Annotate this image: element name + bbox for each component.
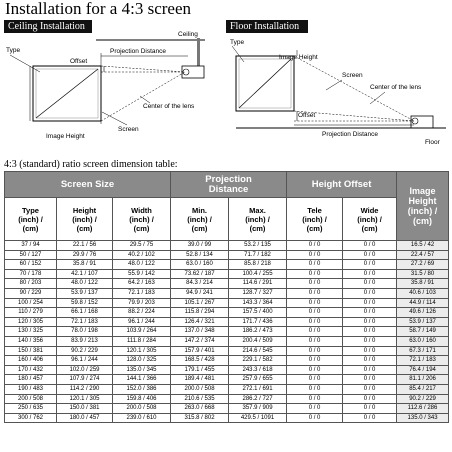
table-row: [5, 327, 449, 337]
table-row: [5, 260, 449, 270]
table-cell: 0 / 0: [343, 269, 397, 279]
table-row: [5, 241, 449, 251]
table-cell: 0 / 0: [287, 250, 343, 260]
column-header-line: Min.: [192, 205, 208, 215]
table-cell: 70 / 178: [5, 269, 57, 279]
floor-projection-distance-text: Projection Distance: [322, 131, 378, 138]
column-header-width: [113, 198, 171, 241]
table-cell: 0 / 0: [343, 279, 397, 289]
table-cell: 0 / 0: [343, 413, 397, 423]
table-row: [5, 384, 449, 394]
table-cell: 53.9 / 137: [397, 317, 449, 327]
table-cell: 0 / 0: [343, 384, 397, 394]
ceiling-image-height-text: Image Height: [46, 133, 85, 140]
table-cell: 157.5 / 400: [229, 308, 287, 318]
table-cell: 107.9 / 274: [57, 375, 113, 385]
column-header-line: (inch) /: [129, 214, 154, 224]
column-header-tele: [287, 198, 343, 241]
table-cell: 35.8 / 91: [397, 279, 449, 289]
page-title: Installation for a 4:3 screen: [5, 0, 191, 18]
table-cell: 144.1 / 366: [113, 375, 171, 385]
table-cell: 0 / 0: [287, 327, 343, 337]
table-cell: 180.0 / 457: [57, 413, 113, 423]
table-cell: 76.4 / 194: [397, 365, 449, 375]
column-header-min: [171, 198, 229, 241]
floor-floor-text: Floor: [425, 139, 440, 146]
table-cell: 0 / 0: [343, 250, 397, 260]
table-cell: 120 / 305: [5, 317, 57, 327]
table-cell: 0 / 0: [287, 394, 343, 404]
table-cell: 66.1 / 168: [57, 308, 113, 318]
table-cell: 0 / 0: [287, 346, 343, 356]
table-cell: 0 / 0: [287, 241, 343, 251]
table-cell: 0 / 0: [287, 336, 343, 346]
ceiling-diagram: [6, 31, 205, 140]
column-header-line: Max.: [249, 205, 266, 215]
table-cell: 63.0 / 160: [397, 336, 449, 346]
floor-image-height-text: Image Height: [279, 54, 318, 61]
table-cell: 300 / 762: [5, 413, 57, 423]
projection-distance-header-line2: Distance: [208, 183, 249, 195]
ceiling-installation-label: Ceiling Installation: [4, 20, 92, 33]
table-cell: 0 / 0: [343, 375, 397, 385]
table-cell: 100.4 / 255: [229, 269, 287, 279]
table-cell: 357.9 / 909: [229, 404, 287, 414]
table-cell: 429.5 / 1091: [229, 413, 287, 423]
table-cell: 59.8 / 152: [57, 298, 113, 308]
table-cell: 286.2 / 727: [229, 394, 287, 404]
table-cell: 179.1 / 455: [171, 365, 229, 375]
table-cell: 0 / 0: [343, 327, 397, 337]
table-cell: 0 / 0: [287, 365, 343, 375]
column-header-line: (cm): [22, 223, 39, 233]
table-cell: 83.9 / 213: [57, 336, 113, 346]
table-cell: 157.9 / 401: [171, 346, 229, 356]
table-cell: 112.6 / 286: [397, 404, 449, 414]
table-row: [5, 404, 449, 414]
column-header-line: Height: [72, 205, 97, 215]
table-cell: 0 / 0: [287, 298, 343, 308]
ceiling-projection-distance-text: Projection Distance: [110, 48, 166, 55]
table-row: [5, 394, 449, 404]
table-row: [5, 279, 449, 289]
ceiling-type-leader: [10, 55, 40, 72]
table-cell: 263.0 / 668: [171, 404, 229, 414]
table-cell: 229.1 / 582: [229, 356, 287, 366]
column-header-wide: [343, 198, 397, 241]
table-row: [5, 356, 449, 366]
table-cell: 189.4 / 481: [171, 375, 229, 385]
column-header-height: [57, 198, 113, 241]
table-cell: 29.5 / 75: [113, 241, 171, 251]
table-cell: 40.2 / 102: [113, 250, 171, 260]
table-cell: 0 / 0: [287, 317, 343, 327]
image-height-header-line4: (cm): [413, 216, 433, 226]
table-cell: 73.62 / 187: [171, 269, 229, 279]
table-cell: 29.9 / 76: [57, 250, 113, 260]
table-cell: 143.3 / 364: [229, 298, 287, 308]
table-cell: 48.0 / 122: [113, 260, 171, 270]
table-cell: 31.5 / 80: [397, 269, 449, 279]
table-cell: 128.0 / 325: [113, 356, 171, 366]
table-cell: 120.1 / 305: [57, 394, 113, 404]
column-header-line: (cm): [361, 223, 378, 233]
table-cell: 170 / 432: [5, 365, 57, 375]
table-cell: 0 / 0: [343, 288, 397, 298]
table-cell: 152.0 / 386: [113, 384, 171, 394]
table-cell: 48.0 / 122: [57, 279, 113, 289]
column-header-line: Type: [22, 205, 39, 215]
table-row: [5, 269, 449, 279]
screen-size-header: Screen Size: [5, 172, 171, 198]
table-cell: 96.1 / 244: [113, 317, 171, 327]
column-header-line: (inch) /: [357, 214, 382, 224]
table-cell: 72.1 / 183: [397, 356, 449, 366]
table-cell: 81.1 / 206: [397, 375, 449, 385]
table-cell: 315.8 / 802: [171, 413, 229, 423]
table-cell: 35.8 / 91: [57, 260, 113, 270]
table-cell: 22.4 / 57: [397, 250, 449, 260]
table-row: [5, 336, 449, 346]
table-cell: 200.4 / 509: [229, 336, 287, 346]
table-cell: 150.0 / 381: [57, 404, 113, 414]
table-cell: 200 / 508: [5, 394, 57, 404]
column-header-line: (inch) /: [245, 214, 270, 224]
table-cell: 159.8 / 406: [113, 394, 171, 404]
table-cell: 135.0 / 345: [113, 365, 171, 375]
table-cell: 272.1 / 691: [229, 384, 287, 394]
ceiling-ceiling-text: Ceiling: [178, 31, 198, 38]
ceiling-projector-lens: [183, 69, 189, 75]
table-cell: 67.3 / 171: [397, 346, 449, 356]
projection-distance-header: [171, 172, 287, 198]
floor-lens-leader: [370, 92, 385, 104]
table-cell: 110 / 279: [5, 308, 57, 318]
table-cell: 0 / 0: [343, 298, 397, 308]
table-row: [5, 298, 449, 308]
column-header-line: (inch) /: [187, 214, 212, 224]
column-header-line: (cm): [249, 223, 266, 233]
table-row: [5, 308, 449, 318]
column-header-type: [5, 198, 57, 241]
table-cell: 49.6 / 126: [397, 308, 449, 318]
table-cell: 39.0 / 99: [171, 241, 229, 251]
ceiling-beam-top: [101, 66, 185, 72]
table-row: [5, 288, 449, 298]
image-height-header-line3: (inch) /: [407, 206, 438, 216]
table-cell: 100 / 254: [5, 298, 57, 308]
table-cell: 53.2 / 135: [229, 241, 287, 251]
table-cell: 0 / 0: [287, 384, 343, 394]
table-cell: 16.5 / 42: [397, 241, 449, 251]
table-cell: 90.2 / 229: [397, 394, 449, 404]
column-header-line: Tele: [307, 205, 322, 215]
table-cell: 103.9 / 264: [113, 327, 171, 337]
table-cell: 96.1 / 244: [57, 356, 113, 366]
floor-type-text: Type: [230, 39, 245, 46]
table-cell: 40.6 / 103: [397, 288, 449, 298]
ceiling-screen-text: Screen: [118, 126, 139, 133]
table-caption: 4:3 (standard) ratio screen dimension table:: [4, 159, 178, 170]
column-header-line: Wide: [360, 205, 379, 215]
table-cell: 126.4 / 321: [171, 317, 229, 327]
table-cell: 50 / 127: [5, 250, 57, 260]
table-cell: 84.3 / 214: [171, 279, 229, 289]
table-cell: 168.5 / 428: [171, 356, 229, 366]
table-cell: 137.0 / 348: [171, 327, 229, 337]
table-cell: 0 / 0: [287, 308, 343, 318]
floor-offset-text: Offset: [298, 112, 316, 119]
table-cell: 102.0 / 259: [57, 365, 113, 375]
table-cell: 190 / 483: [5, 384, 57, 394]
table-cell: 171.7 / 436: [229, 317, 287, 327]
table-cell: 27.2 / 69: [397, 260, 449, 270]
table-cell: 0 / 0: [287, 288, 343, 298]
table-row: [5, 365, 449, 375]
table-cell: 130 / 325: [5, 327, 57, 337]
column-header-line: (inch) /: [72, 214, 97, 224]
table-cell: 0 / 0: [287, 356, 343, 366]
height-offset-header: Height Offset: [287, 172, 397, 198]
table-cell: 72.1 / 183: [113, 288, 171, 298]
column-header-line: (cm): [76, 223, 93, 233]
ceiling-mount: [197, 38, 200, 68]
table-cell: 150 / 381: [5, 346, 57, 356]
table-cell: 0 / 0: [343, 336, 397, 346]
ceiling-type-text: Type: [6, 47, 21, 54]
column-header-line: (inch) /: [302, 214, 327, 224]
table-cell: 250 / 635: [5, 404, 57, 414]
table-cell: 44.9 / 114: [397, 298, 449, 308]
table-cell: 0 / 0: [343, 346, 397, 356]
table-cell: 257.9 / 655: [229, 375, 287, 385]
table-cell: 0 / 0: [343, 365, 397, 375]
table-cell: 63.0 / 160: [171, 260, 229, 270]
table-cell: 90.2 / 229: [57, 346, 113, 356]
column-header-max: [229, 198, 287, 241]
table-cell: 140 / 356: [5, 336, 57, 346]
table-cell: 85.8 / 218: [229, 260, 287, 270]
table-cell: 0 / 0: [343, 308, 397, 318]
table-cell: 0 / 0: [287, 375, 343, 385]
floor-center-lens-text: Center of the lens: [370, 84, 422, 91]
table-cell: 22.1 / 56: [57, 241, 113, 251]
table-cell: 53.9 / 137: [57, 288, 113, 298]
screen-dimension-table: [4, 171, 449, 423]
table-cell: 239.0 / 610: [113, 413, 171, 423]
column-header-line: (cm): [191, 223, 208, 233]
table-cell: 210.6 / 535: [171, 394, 229, 404]
table-cell: 0 / 0: [343, 317, 397, 327]
column-header-line: (cm): [133, 223, 150, 233]
table-cell: 115.8 / 294: [171, 308, 229, 318]
table-cell: 105.1 / 267: [171, 298, 229, 308]
floor-diagram: [230, 39, 446, 146]
table-cell: 52.8 / 134: [171, 250, 229, 260]
projection-distance-header-line1: Projection: [205, 173, 252, 185]
table-cell: 128.7 / 327: [229, 288, 287, 298]
table-cell: 58.7 / 149: [397, 327, 449, 337]
table-cell: 72.1 / 183: [57, 317, 113, 327]
ceiling-beam-bottom: [101, 72, 185, 121]
table-cell: 37 / 94: [5, 241, 57, 251]
table-cell: 94.9 / 241: [171, 288, 229, 298]
ceiling-offset-text: Offset: [70, 58, 88, 65]
table-cell: 120.1 / 305: [113, 346, 171, 356]
image-height-header: [397, 172, 449, 241]
table-cell: 0 / 0: [287, 279, 343, 289]
column-header-line: (inch) /: [18, 214, 43, 224]
table-cell: 214.6 / 545: [229, 346, 287, 356]
table-cell: 160 / 406: [5, 356, 57, 366]
table-cell: 0 / 0: [343, 394, 397, 404]
table-cell: 64.2 / 163: [113, 279, 171, 289]
table-cell: 114.2 / 290: [57, 384, 113, 394]
table-cell: 200.0 / 508: [113, 404, 171, 414]
installation-diagrams: [0, 0, 452, 160]
column-header-line: (cm): [306, 223, 323, 233]
table-cell: 114.6 / 291: [229, 279, 287, 289]
table-cell: 78.0 / 198: [57, 327, 113, 337]
floor-screen-text: Screen: [342, 72, 363, 79]
table-cell: 243.3 / 618: [229, 365, 287, 375]
table-cell: 42.1 / 107: [57, 269, 113, 279]
table-cell: 90 / 229: [5, 288, 57, 298]
table-cell: 0 / 0: [287, 269, 343, 279]
table-cell: 0 / 0: [343, 404, 397, 414]
image-height-header-line1: Image: [409, 186, 436, 196]
table-cell: 111.8 / 284: [113, 336, 171, 346]
table-cell: 186.2 / 473: [229, 327, 287, 337]
table-cell: 55.9 / 142: [113, 269, 171, 279]
table-cell: 0 / 0: [343, 356, 397, 366]
table-cell: 0 / 0: [343, 260, 397, 270]
table-cell: 88.2 / 224: [113, 308, 171, 318]
table-row: [5, 317, 449, 327]
ceiling-lens-leader: [140, 96, 150, 103]
table-cell: 80 / 203: [5, 279, 57, 289]
table-cell: 0 / 0: [287, 404, 343, 414]
table-cell: 85.4 / 217: [397, 384, 449, 394]
table-row: [5, 346, 449, 356]
table-cell: 0 / 0: [287, 413, 343, 423]
table-row: [5, 413, 449, 423]
table-cell: 135.0 / 343: [397, 413, 449, 423]
floor-installation-label: Floor Installation: [226, 20, 308, 33]
image-height-header-line2: Height: [408, 196, 437, 206]
table-cell: 60 / 152: [5, 260, 57, 270]
table-cell: 0 / 0: [343, 241, 397, 251]
table-row: [5, 250, 449, 260]
table-cell: 0 / 0: [287, 260, 343, 270]
table-cell: 79.9 / 203: [113, 298, 171, 308]
floor-screen-leader: [326, 80, 342, 90]
ceiling-center-lens-text: Center of the lens: [143, 103, 195, 110]
column-header-line: Width: [131, 205, 152, 215]
table-cell: 180 / 457: [5, 375, 57, 385]
table-row: [5, 375, 449, 385]
table-cell: 71.7 / 182: [229, 250, 287, 260]
table-cell: 200.0 / 508: [171, 384, 229, 394]
table-cell: 147.2 / 374: [171, 336, 229, 346]
